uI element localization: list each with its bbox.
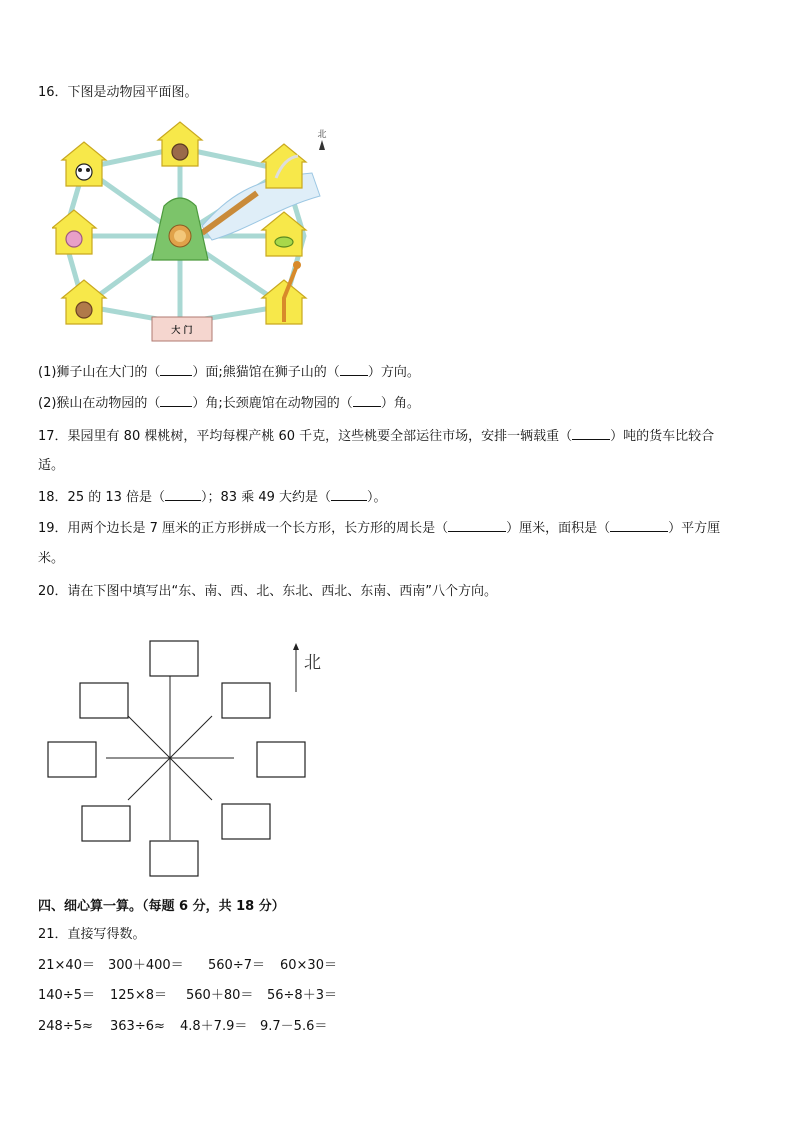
zoo-map: [52, 118, 327, 343]
answer-blank[interactable]: [165, 488, 201, 501]
q17-line2: 适。: [38, 458, 65, 473]
north-indicator: [317, 128, 326, 150]
answer-blank[interactable]: [160, 363, 192, 376]
section4-heading: 四、细心算一算。（每题 6 分，共 18 分）: [38, 899, 285, 914]
calc-item: 21×40＝: [38, 958, 95, 973]
compass-diagram: [40, 628, 340, 878]
panda-house: [62, 142, 106, 186]
answer-blank[interactable]: [572, 427, 610, 440]
box-northwest[interactable]: [80, 683, 128, 718]
box-northeast[interactable]: [222, 683, 270, 718]
bird-house: [262, 144, 306, 188]
box-north[interactable]: [150, 641, 198, 676]
calc-item: 560＋80＝: [186, 988, 254, 1003]
monkey-mountain-house-top: [158, 122, 202, 166]
calc-item: 140÷5＝: [38, 988, 95, 1003]
monkey-house: [62, 280, 106, 324]
q20-heading: 20．请在下图中填写出“东、南、西、北、东北、西北、东南、西南”八个方向。: [38, 584, 498, 599]
answer-blank[interactable]: [610, 519, 668, 532]
q19-line1: 19．用两个边长是 7 厘米的正方形拼成一个长方形，长方形的周长是（ ）厘米，面积是（ ）平方厘: [38, 521, 721, 536]
q18: 18．25 的 13 倍是（ ）；83 乘 49 大约是（ ）。: [38, 490, 387, 505]
q16-sub2: (2)猴山在动物园的（ ）角;长颈鹿馆在动物园的（ ）角。: [38, 396, 420, 411]
box-south[interactable]: [150, 841, 198, 876]
q16-sub1: (1)狮子山在大门的（ ）面;熊猫馆在狮子山的（ ）方向。: [38, 365, 420, 380]
box-east[interactable]: [257, 742, 305, 777]
q21-heading: 21．直接写得数。: [38, 927, 146, 942]
north-arrow-icon: [293, 643, 299, 650]
north-arrow-icon: [319, 140, 325, 150]
box-southwest[interactable]: [82, 806, 130, 841]
calc-item: 300＋400＝: [108, 958, 184, 973]
north-label: 北: [317, 130, 327, 140]
calc-item: 60×30＝: [280, 958, 337, 973]
answer-blank[interactable]: [340, 363, 368, 376]
calc-item: 248÷5≈: [38, 1019, 93, 1034]
giraffe-house: [262, 261, 306, 324]
q19-line2: 米。: [38, 551, 65, 566]
calc-item: 363÷6≈: [110, 1019, 165, 1034]
answer-blank[interactable]: [448, 519, 506, 532]
calc-item: 9.7－5.6＝: [260, 1019, 328, 1034]
calc-item: 125×8＝: [110, 988, 167, 1003]
lion-mountain: [152, 198, 208, 260]
q17-line1: 17．果园里有 80 棵桃树，平均每棵产桃 60 千克，这些桃要全部运往市场，安排一辆载重（ ）吨的货车比较合: [38, 429, 715, 444]
gate-label: 大 门: [171, 326, 193, 336]
calc-item: 4.8＋7.9＝: [180, 1019, 248, 1034]
north-indicator: [293, 643, 321, 692]
box-southeast[interactable]: [222, 804, 270, 839]
north-label: 北: [304, 653, 321, 673]
answer-blank[interactable]: [331, 488, 367, 501]
elephant-house: [52, 210, 96, 254]
calc-item: 560÷7＝: [208, 958, 265, 973]
answer-blank[interactable]: [160, 394, 192, 407]
gate: [152, 317, 212, 341]
box-west[interactable]: [48, 742, 96, 777]
answer-blank[interactable]: [353, 394, 381, 407]
calc-item: 56÷8＋3＝: [267, 988, 337, 1003]
q16-heading: 16．下图是动物园平面图。: [38, 85, 198, 100]
